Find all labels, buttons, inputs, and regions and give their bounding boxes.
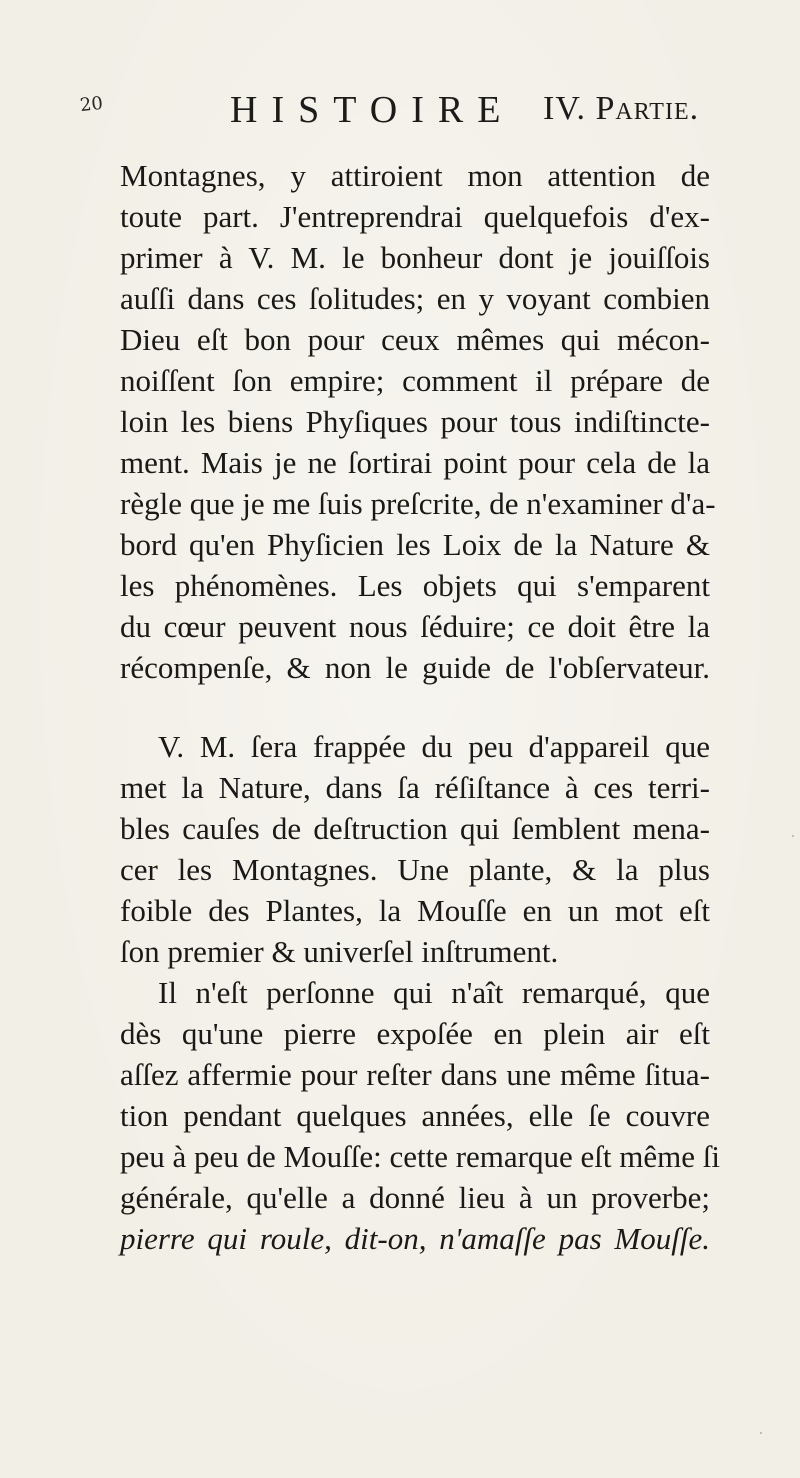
paper-speck (760, 1432, 762, 1434)
paragraph-1 (120, 155, 716, 688)
text-line: V. M. ſera frappée du peu d'appareil que (158, 729, 710, 764)
text-line: règle que je me ſuis preſcrite, de n'examiner d'a- (120, 486, 716, 521)
text-line: met la Nature, dans ſa réſiſtance à ces terri- (120, 770, 710, 805)
running-header (80, 88, 770, 148)
text-line: primer à V. M. le bonheur dont je jouiſſois (120, 240, 710, 275)
text-line: ment. Mais je ne ſortirai point pour cela de la (120, 445, 710, 480)
text-line: Dieu eſt bon pour ceux mêmes qui mécon- (120, 322, 710, 357)
text-line: toute part. J'entreprendrai quelquefois d'ex- (120, 199, 710, 234)
text-line-italic-terms: foible des Plantes, la Mouſſe en un mot eſt (120, 893, 710, 928)
text-line: cer les Montagnes. Une plante, & la plus (120, 852, 710, 887)
text-line: loin les biens Phyſiques pour tous indiſtincte- (120, 404, 710, 439)
text-line: noiſſent ſon empire; comment il prépare de (120, 363, 710, 398)
text-line: tion pendant quelques années, elle ſe couvre (120, 1098, 710, 1133)
text-line: récompenſe, & non le guide de l'obſervateur. (120, 650, 710, 685)
text-line: bles cauſes de deſtruction qui ſemblent mena- (120, 811, 710, 846)
text-line: Montagnes, y attiroient mon attention de (120, 158, 710, 193)
paper-speck (649, 540, 651, 542)
paper-speck (792, 835, 794, 837)
part-label: IV. Partie. (543, 90, 700, 127)
text-line: auſſi dans ces ſolitudes; en y voyant combien (120, 281, 710, 316)
text-line: les phénomènes. Les objets qui s'emparent (120, 568, 710, 603)
text-line: du cœur peuvent nous ſéduire; ce doit être la (120, 609, 710, 644)
text-line-proverb: pierre qui roule, dit-on, n'amaſſe pas Mouſſe. (120, 1221, 710, 1256)
paragraph-2 (120, 726, 720, 1259)
page-number: 20 (78, 92, 104, 117)
text-line: dès qu'une pierre expoſée en plein air eſt (120, 1016, 710, 1051)
text-line: peu à peu de Mouſſe: cette remarque eſt même ſi (120, 1139, 720, 1174)
text-line: générale, qu'elle a donné lieu à un proverbe; (120, 1180, 710, 1215)
running-title: HISTOIRE (230, 89, 515, 131)
text-line: Il n'eſt perſonne qui n'aît remarqué, que (158, 975, 710, 1010)
text-line: aſſez affermie pour reſter dans une même ſitua- (120, 1057, 710, 1092)
text-line: ſon premier & univerſel inſtrument. (120, 934, 559, 969)
text-line: bord qu'en Phyſicien les Loix de la Nature & (120, 527, 710, 562)
paragraph-gap (120, 688, 710, 726)
body-text (120, 155, 720, 1259)
